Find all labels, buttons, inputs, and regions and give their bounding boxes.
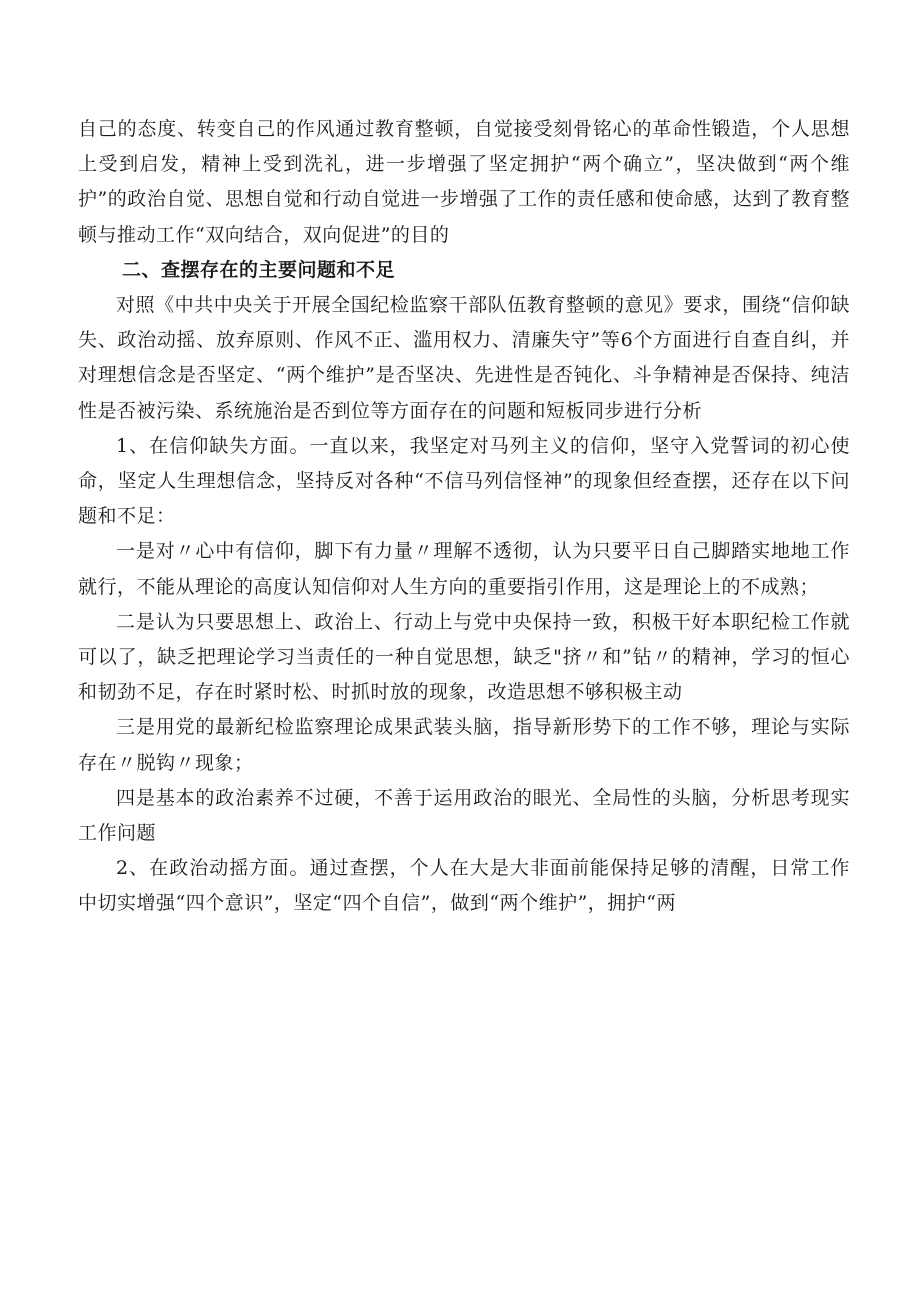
paragraph-problem-one: 一是对〃心中有信仰，脚下有力量〃理解不透彻，认为只要平日自己脚踏实地地工作就行，不能从理论的高度认知信仰对人生方向的重要指引作用，这是理论上的不成熟； xyxy=(78,540,850,598)
paragraph-problem-three: 三是用党的最新纪检监察理论成果武装头脑，指导新形势下的工作不够，理论与实际存在〃脱钩〃现象； xyxy=(78,716,850,774)
paragraph-self-inspection-intro: 对照《中共中央关于开展全国纪检监察干部队伍教育整顿的意见》要求，围绕“信仰缺失、政治动摇、放弃原则、作风不正、滥用权力、清廉失守”等6个方面进行自查自纠，并对理想信念是否坚定、“两个维护”是否坚决、先进性是否钝化、斗争精神是否保持、纯洁性是否被污染、系统施治是否到位等方面存在的问题和短板同步进行分析 xyxy=(78,294,850,422)
paragraph-belief-lacking: 1、在信仰缺失方面。一直以来，我坚定对马列主义的信仰，坚守入党誓词的初心使命，坚定人生理想信念，坚持反对各种“不信马列信怪神”的现象但经查摆，还存在以下问题和不足： xyxy=(78,434,850,528)
paragraph-political-wavering: 2、在政治动摇方面。通过查摆，个人在大是大非面前能保持足够的清醒，日常工作中切实增强“四个意识”，坚定“四个自信”，做到“两个维护”，拥护“两 xyxy=(78,857,850,915)
document-page xyxy=(78,112,850,922)
paragraph-problem-two: 二是认为只要思想上、政治上、行动上与党中央保持一致，积极干好本职纪检工作就可以了，缺乏把理论学习当责任的一种自觉思想，缺乏"挤〃和”钻〃的精神，学习的恒心和韧劲不足，存在时紧时松、时抓时放的现象，改造思想不够积极主动 xyxy=(78,610,850,704)
section-heading-problems: 二、查摆存在的主要问题和不足 xyxy=(122,258,396,281)
paragraph-education-rectification-result: 自己的态度、转变自己的作风通过教育整顿，自觉接受刻骨铭心的革命性锻造，个人思想上受到启发，精神上受到洗礼，进一步增强了坚定拥护“两个确立”，坚决做到“两个维护”的政治自觉、思想自觉和行动自觉进一步增强了工作的责任感和使命感，达到了教育整顿与推动工作“双向结合，双向促进”的目的 xyxy=(78,118,850,246)
paragraph-problem-four: 四是基本的政治素养不过硬，不善于运用政治的眼光、全局性的头脑，分析思考现实工作问题 xyxy=(78,786,850,845)
